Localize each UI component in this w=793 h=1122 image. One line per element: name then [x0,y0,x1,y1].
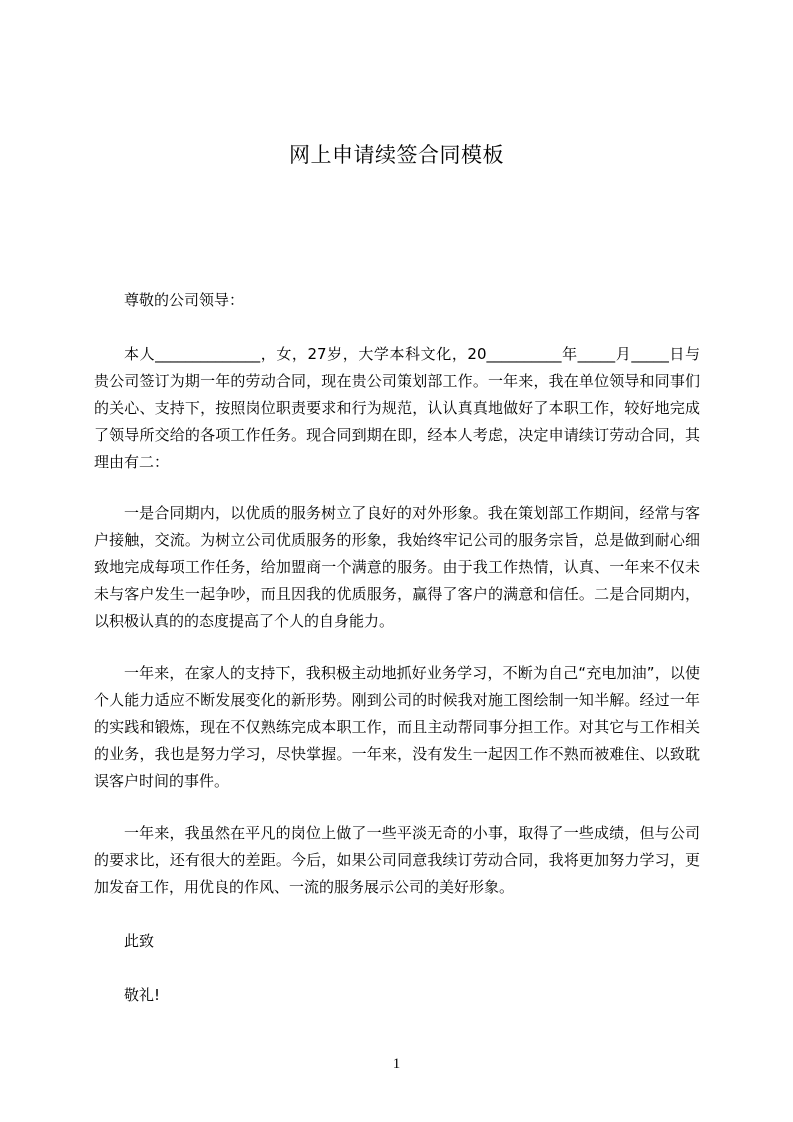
paragraph-self-improvement: 一年来，在家人的支持下，我积极主动地抓好业务学习，不断为自己“充电加油”，以使个人能力适应不断发展变化的新形势。刚到公司的时候我对施工图绘制一知半解。经过一年的实践和锻炼，现在不仅熟练完成本职工作，而且主动帮同事分担工作。对其它与工作相关的业务，我也是努力学习，尽快掌握。一年来，没有发生一起因工作不熟而被难住、以致耽误客户时间的事件。 [94,664,700,790]
page-title: 网上申请续签合同模板 [289,143,504,167]
paragraph-reason-one: 一是合同期内，以优质的服务树立了良好的对外形象。我在策划部工作期间，经常与客户接触，交流。为树立公司优质服务的形象，我始终牢记公司的服务宗旨，总是做到耐心细致地完成每项工作任务，给加盟商一个满意的服务。由于我工作热情，认真、一年来不仅未未与客户发生一起争吵，而且因我的优质服务，赢得了客户的满意和信任。二是合同期内，以积极认真的的态度提高了个人的自身能力。 [94,504,700,630]
paragraph-conclusion: 一年来，我虽然在平凡的岗位上做了一些平淡无奇的小事，取得了一些成绩，但与公司的要求比，还有很大的差距。今后，如果公司同意我续订劳动合同，我将更加努力学习，更加发奋工作，用优良的作风、一流的服务展示公司的美好形象。 [94,824,700,896]
page-number: 1 [392,1056,401,1072]
paragraph-intro: 本人______________，女，27岁，大学本科文化，20__________年_____月_____日与贵公司签订为期一年的劳动合同，现在贵公司策划部工作。一年来，我在单位领导和同事们的关心、支持下，按照岗位职责要求和行为规范，认认真真地做好了本职工作，较好地完成了领导所交给的各项工作任务。现合同到期在即，经本人考虑，决定申请续订劳动合同，其理由有二： [94,345,700,471]
salutation: 尊敬的公司领导： [124,291,245,309]
closing-salute: 敬礼! [124,986,161,1004]
closing-regards: 此致 [124,932,155,950]
